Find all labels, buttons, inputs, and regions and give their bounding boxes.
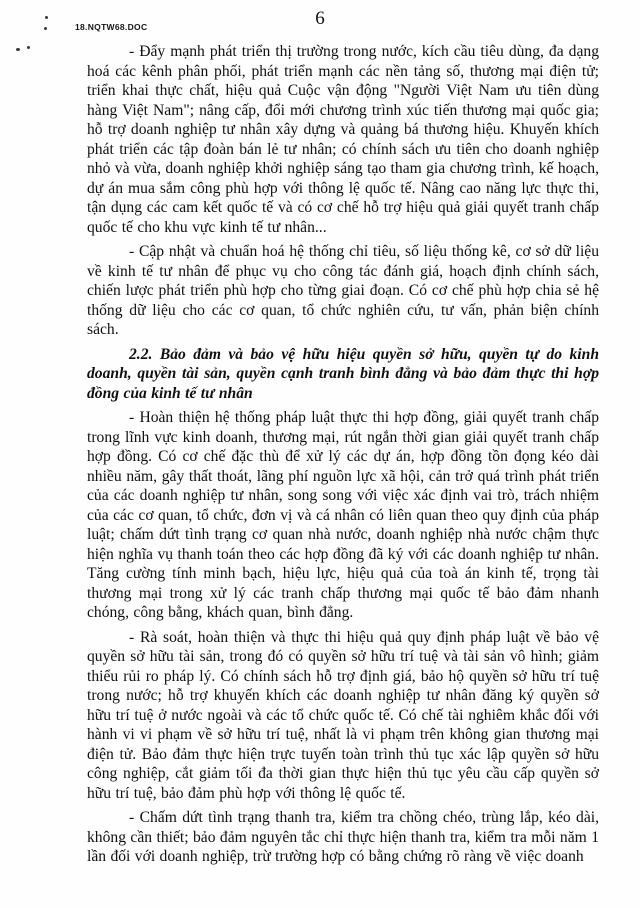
paragraph-property-rights: - Rà soát, hoàn thiện và thực thi hiệu quả quy định pháp luật về bảo vệ quyền sở hữu tài sản, trong đó có quyền sở hữu trí tuệ và tài sản vô hình; giảm thiểu rủi ro pháp lý. Có chính sách hỗ trợ định giá, bảo hộ quyền sở hữu trí tuệ trong nước; hỗ trợ khuyến khích các doanh nghiệp tư nhân đăng ký quyền sở hữu trí tuệ ở nước ngoài và các tổ chức quốc tế. Có chế tài nghiêm khắc đối với hành vi vi phạm về sở hữu trí tuệ, nhất là vi phạm trên không gian thương mại điện tử. Bảo đảm thực hiện trực tuyến toàn trình thủ tục xác lập quyền sở hữu công nghiệp, cắt giảm tối đa thời gian thực hiện thủ tục yêu cầu cấp quyền sở hữu trí tuệ, bảo đảm phù hợp với thông lệ quốc tế.: [87, 628, 599, 802]
document-filename: 18.NQTW68.DOC: [75, 22, 148, 32]
paragraph-data-standardization: - Cập nhật và chuẩn hoá hệ thống chỉ tiêu, số liệu thống kê, cơ sở dữ liệu về kinh tế tư nhân để phục vụ cho công tác đánh giá, hoạch định chính sách, chiến lược phát triển phù hợp cho từng giai đoạn. Có cơ chế phù hợp chia sẻ hệ thống dữ liệu cho các cơ quan, tổ chức nghiên cứu, tư vấn, phản biện chính sách.: [87, 243, 599, 338]
scan-artifact-dot: [16, 48, 20, 51]
paragraph-inspection-reform: - Chấm dứt tình trạng thanh tra, kiểm tra chồng chéo, trùng lắp, kéo dài, không cần thiết; bảo đảm nguyên tắc chỉ thực hiện thanh tra, kiểm tra mỗi năm 1 lần đối với doanh nghiệp, trừ trường hợp có bằng chứng rõ ràng về việc doanh: [87, 809, 599, 865]
paragraph-contract-enforcement: - Hoàn thiện hệ thống pháp luật thực thi hợp đồng, giải quyết tranh chấp trong lĩnh vực kinh doanh, thương mại, rút ngắn thời gian giải quyết tranh chấp hợp đồng. Có cơ chế đặc thù để xử lý các dự án, hợp đồng tồn đọng kéo dài nhiều năm, gây thất thoát, lãng phí nguồn lực xã hội, cản trở quá trình phát triển của các doanh nghiệp tư nhân, song song với việc xác định vai trò, trách nhiệm của các cơ quan, tổ chức, đơn vị và cá nhân có liên quan theo quy định của pháp luật; chấm dứt tình trạng cơ quan nhà nước, doanh nghiệp nhà nước chậm thực hiện nghĩa vụ thanh toán theo các hợp đồng đã ký với các doanh nghiệp tư nhân. Tăng cường tính minh bạch, hiệu lực, hiệu quả của toà án kinh tế, trọng tài thương mại trong xử lý các tranh chấp thương mại quốc tế bảo đảm nhanh chóng, công bằng, khách quan, bình đẳng.: [87, 409, 599, 621]
section-heading-2-2: 2.2. Bảo đảm và bảo vệ hữu hiệu quyền sở hữu, quyền tự do kinh doanh, quyền tài sản, quyền cạnh tranh bình đẳng và bảo đảm thực thi hợp đồng của kinh tế tư nhân: [87, 345, 599, 402]
document-body: [87, 42, 599, 872]
scan-artifact-dot: [27, 46, 30, 49]
page-number: 6: [315, 8, 325, 29]
paragraph-domestic-market: - Đẩy mạnh phát triển thị trường trong nước, kích cầu tiêu dùng, đa dạng hoá các kênh phân phối, phát triển mạnh các nền tảng số, thương mại điện tử; triển khai thực chất, hiệu quả Cuộc vận động "Người Việt Nam ưu tiên dùng hàng Việt Nam"; nâng cấp, đổi mới chương trình xúc tiến thương mại quốc gia; hỗ trợ doanh nghiệp tư nhân xây dựng và quảng bá thương hiệu. Khuyến khích phát triển các tập đoàn bán lẻ tư nhân; có chính sách ưu tiên cho doanh nghiệp nhỏ và vừa, doanh nghiệp khởi nghiệp sáng tạo tham gia chương trình, kế hoạch, dự án mua sắm công phù hợp với thông lệ quốc tế. Nâng cao năng lực thực thi, tận dụng các cam kết quốc tế và có cơ chế hỗ trợ hiệu quả giải quyết tranh chấp quốc tế cho khu vực kinh tế tư nhân...: [87, 43, 599, 236]
